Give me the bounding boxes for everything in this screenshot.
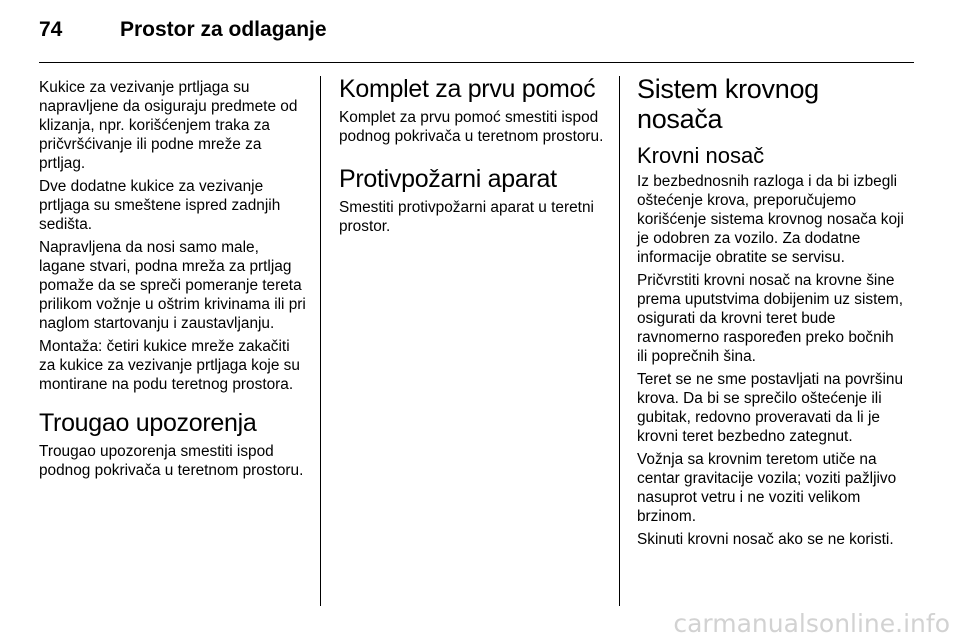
paragraph-fire-extinguisher: Smestiti protivpožarni aparat u teretni prostor. <box>339 199 594 235</box>
header-rule <box>39 62 914 63</box>
paragraph-roof-rack-safety: Iz bezbednosnih razloga i da bi izbegli oštećenje krova, preporučujemo korišćenje sistema krovnog nosača koji je odobren za vozilo. Za dodatne informacije obratite se servisu. <box>637 173 904 266</box>
page-number: 74 <box>39 18 63 41</box>
paragraph-remove-rack: Skinuti krovni nosač ako se ne koristi. <box>637 531 894 548</box>
column-2 <box>339 75 605 240</box>
page-header <box>39 14 909 54</box>
paragraph-roof-load: Teret se ne sme postavljati na površinu krova. Da bi se sprečilo oštećenje ili gubitak, redovno proveravati da li je krovni teret bezbedno zategnut. <box>637 371 904 445</box>
paragraph-additional-hooks: Dve dodatne kukice za vezivanje prtljaga su smeštene ispred zadnjih sedišta. <box>39 178 281 233</box>
paragraph-floor-net: Napravljena da nosi samo male, lagane stvari, podna mreža za prtljag pomaže da se spreči pomeranje tereta prilikom vožnje u oštrim krivinama ili pri naglom startovanju i zaustavljanju. <box>39 239 306 332</box>
paragraph-driving-with-load: Vožnja sa krovnim teretom utiče na centar gravitacije vozila; voziti pažljivo nasuprot vetru i ne voziti velikom brzinom. <box>637 451 897 525</box>
column-divider-2 <box>619 76 620 606</box>
heading-warning-triangle: Trougao upozorenja <box>39 409 257 437</box>
paragraph-mounting: Montaža: četiri kukice mreže zakačiti za kukice za vezivanje prtljaga koje su montirane na podu teretnog prostora. <box>39 338 300 393</box>
paragraph-first-aid-kit: Komplet za prvu pomoć smestiti ispod podnog pokrivača u teretnom prostoru. <box>339 109 604 145</box>
heading-fire-extinguisher: Protivpožarni aparat <box>339 165 557 193</box>
paragraph-warning-triangle: Trougao upozorenja smestiti ispod podnog pokrivača u teretnom prostoru. <box>39 443 304 479</box>
heading-roof-rack-system: Sistem krovnog nosača <box>637 74 819 134</box>
watermark: carmanualsonline.info <box>673 609 950 638</box>
paragraph-lashing-hooks: Kukice za vezivanje prtljaga su napravljene da osiguraju predmete od klizanja, npr. korišćenjem traka za pričvršćivanje ili podne mreže za prtljag. <box>39 79 298 172</box>
column-3 <box>637 74 907 553</box>
column-1 <box>39 78 307 484</box>
subheading-roof-rack: Krovni nosač <box>637 143 765 168</box>
paragraph-roof-rack-mounting: Pričvrstiti krovni nosač na krovne šine prema uputstvima dobijenim uz sistem, osigurati da krovni teret bude ravnomerno raspoređen preko bočnih ili poprečnih šina. <box>637 272 904 365</box>
heading-first-aid-kit: Komplet za prvu pomoć <box>339 75 596 103</box>
column-divider-1 <box>320 76 321 606</box>
page-title: Prostor za odlaganje <box>120 18 327 41</box>
